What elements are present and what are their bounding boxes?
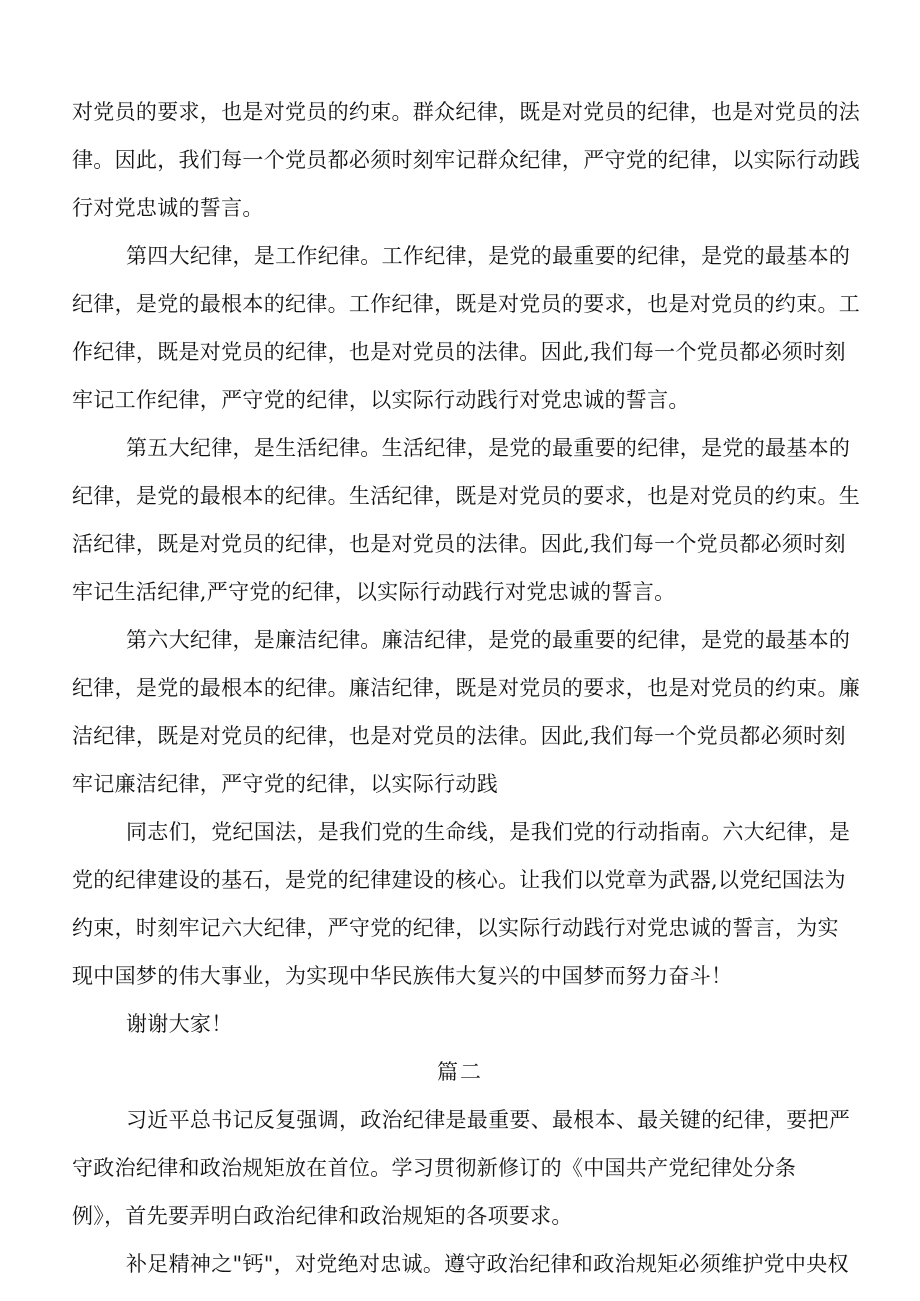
paragraph-first-line: 第五大纪律，是生活纪律。生活纪律，是党的最重要的纪律，是党的最基本的 <box>126 436 851 460</box>
paragraph-first-line: 第六大纪律，是廉洁纪律。廉洁纪律，是党的最重要的纪律，是党的最基本的 <box>126 628 851 652</box>
section-heading: 篇二 <box>437 1060 483 1084</box>
text-line: 律。因此，我们每一个党员都必须时刻牢记群众纪律，严守党的纪律，以实际行动践 <box>72 148 861 172</box>
text-line: 活纪律，既是对党员的纪律，也是对党员的法律。因此,我们每一个党员都必须时刻 <box>72 532 846 556</box>
text-line: 守政治纪律和政治规矩放在首位。学习贯彻新修订的《中国共产党纪律处分条 <box>72 1156 797 1180</box>
text-line: 现中国梦的伟大事业，为实现中华民族伟大复兴的中国梦而努力奋斗！ <box>72 964 733 988</box>
closing-line: 谢谢大家！ <box>126 1012 233 1036</box>
text-line: 牢记生活纪律,严守党的纪律，以实际行动践行对党忠诚的誓言。 <box>72 580 676 604</box>
text-line: 洁纪律，既是对党员的纪律，也是对党员的法律。因此,我们每一个党员都必须时刻 <box>72 724 846 748</box>
text-line: 牢记工作纪律，严守党的纪律，以实际行动践行对党忠诚的誓言。 <box>72 388 690 412</box>
text-line: 约束，时刻牢记六大纪律，严守党的纪律，以实际行动践行对党忠诚的誓言，为实 <box>72 916 839 940</box>
text-line: 纪律，是党的最根本的纪律。生活纪律，既是对党员的要求，也是对党员的约束。生 <box>72 484 861 508</box>
text-line: 纪律，是党的最根本的纪律。工作纪律，既是对党员的要求，也是对党员的约束。工 <box>72 292 861 316</box>
paragraph-first-line: 同志们，党纪国法，是我们党的生命线，是我们党的行动指南。六大纪律，是 <box>126 820 851 844</box>
text-line: 党的纪律建设的基石，是党的纪律建设的核心。让我们以党章为武器,以党纪国法为 <box>72 868 846 892</box>
paragraph-first-line: 第四大纪律，是工作纪律。工作纪律，是党的最重要的纪律，是党的最基本的 <box>126 244 851 268</box>
text-line: 作纪律，既是对党员的纪律，也是对党员的法律。因此,我们每一个党员都必须时刻 <box>72 340 846 364</box>
text-line: 纪律，是党的最根本的纪律。廉洁纪律，既是对党员的要求，也是对党员的约束。廉 <box>72 676 861 700</box>
paragraph-first-line: 补足精神之"钙"，对党绝对忠诚。遵守政治纪律和政治规矩必须维护党中央权 <box>126 1252 849 1276</box>
text-line: 例》，首先要弄明白政治纪律和政治规矩的各项要求。 <box>72 1204 573 1228</box>
text-line: 对党员的要求，也是对党员的约束。群众纪律，既是对党员的纪律，也是对党员的法 <box>72 100 861 124</box>
text-line: 行对党忠诚的誓言。 <box>72 196 264 220</box>
text-line: 牢记廉洁纪律，严守党的纪律，以实际行动践 <box>72 772 498 796</box>
paragraph-first-line: 习近平总书记反复强调，政治纪律是最重要、最根本、最关键的纪律，要把严 <box>126 1108 851 1132</box>
